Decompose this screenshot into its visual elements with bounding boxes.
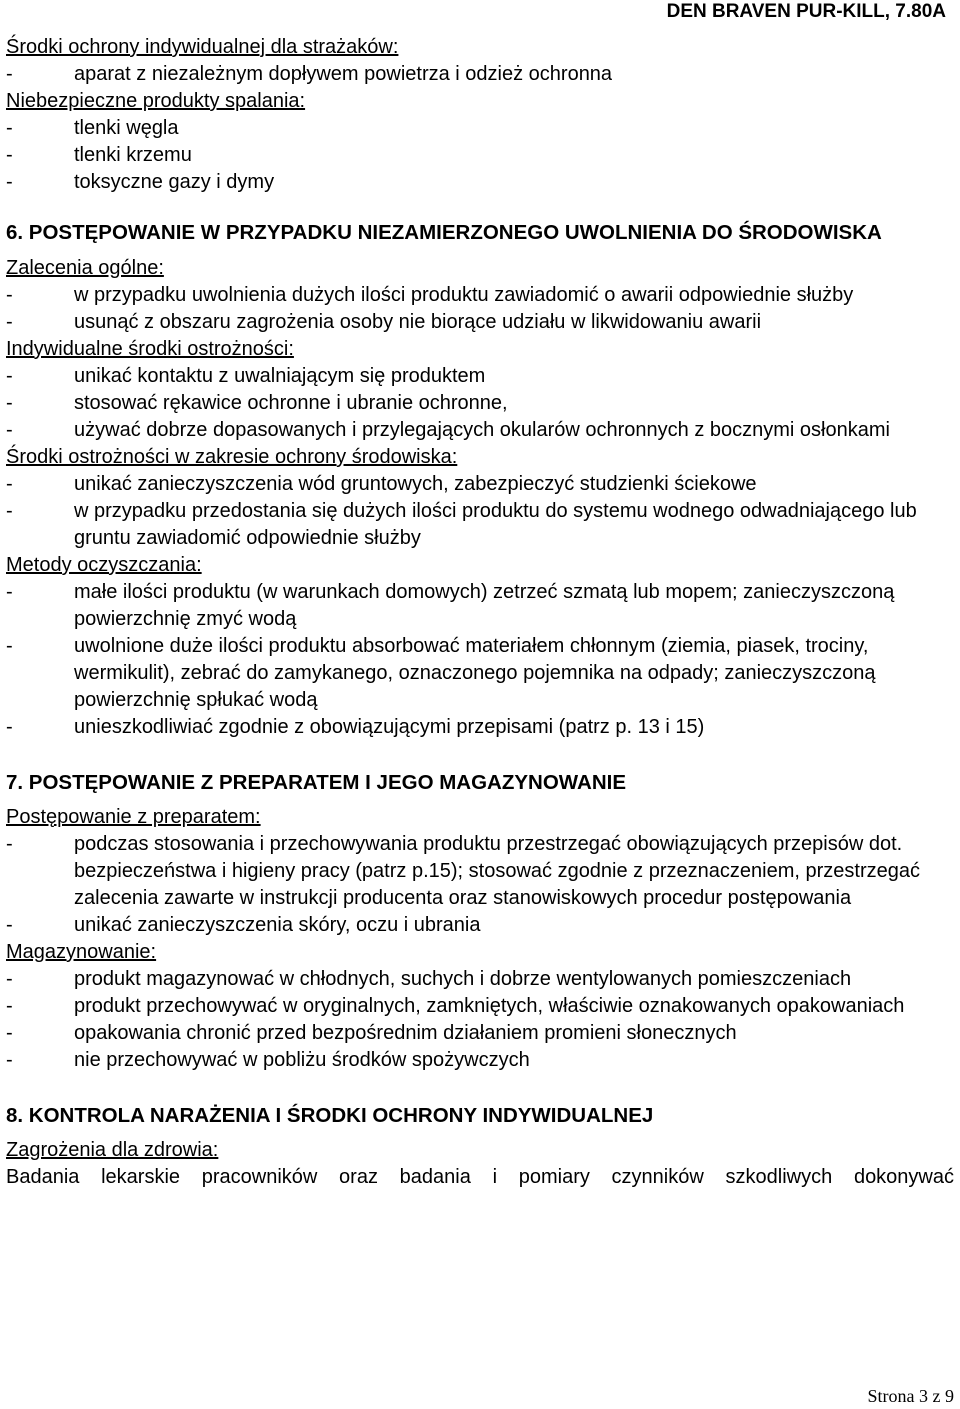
document-header-title: DEN BRAVEN PUR-KILL, 7.80A [666, 1, 946, 22]
environmental-precautions-list [6, 471, 954, 552]
list-item-text: unikać zanieczyszczenia skóry, oczu i ubrania [74, 914, 481, 936]
bullet-dash: - [6, 833, 13, 855]
section-7-heading: 7. POSTĘPOWANIE Z PREPARATEM I JEGO MAGAZYNOWANIE [6, 771, 626, 794]
bullet-dash: - [6, 284, 13, 306]
list-item [6, 993, 954, 1020]
list-item [6, 417, 954, 444]
bullet-dash: - [6, 473, 13, 495]
list-item [6, 579, 954, 633]
list-item [6, 831, 954, 912]
bullet-dash: - [6, 635, 13, 657]
list-item [6, 1047, 954, 1074]
list-item-text: unikać zanieczyszczenia wód gruntowych, zabezpieczyć studzienki ściekowe [74, 473, 757, 495]
bullet-dash: - [6, 581, 13, 603]
health-hazards-label: Zagrożenia dla zdrowia: [6, 1139, 219, 1161]
list-item-text: stosować rękawice ochronne i ubranie ochronne, [74, 392, 508, 414]
list-item-text: toksyczne gazy i dymy [74, 171, 275, 193]
combustion-products-list [6, 115, 954, 196]
list-item [6, 61, 954, 88]
bullet-dash: - [6, 392, 13, 414]
list-item-text: unieszkodliwiać zgodnie z obowiązującymi przepisami (patrz p. 13 i 15) [74, 716, 705, 738]
list-item-text: w przypadku przedostania się dużych ilości produktu do systemu wodnego odwadniającego lub gruntu zawiadomić odpowiednie służby [74, 500, 917, 549]
environmental-precautions-label: Środki ostrożności w zakresie ochrony środowiska: [6, 446, 458, 468]
list-item [6, 309, 954, 336]
bullet-dash: - [6, 171, 13, 193]
handling-list [6, 831, 954, 939]
cleanup-methods-list [6, 579, 954, 741]
storage-list [6, 966, 954, 1074]
bullet-dash: - [6, 500, 13, 522]
cleanup-methods-label: Metody oczyszczania: [6, 554, 202, 576]
list-item-text: usunąć z obszaru zagrożenia osoby nie biorące udziału w likwidowaniu awarii [74, 311, 762, 333]
document-body [6, 34, 954, 1191]
bullet-dash: - [6, 63, 13, 85]
list-item-text: nie przechowywać w pobliżu środków spożywczych [74, 1049, 530, 1071]
section-6-heading: 6. POSTĘPOWANIE W PRZYPADKU NIEZAMIERZONEGO UWOLNIENIA DO ŚRODOWISKA [6, 221, 882, 244]
list-item [6, 142, 954, 169]
general-recommendations-list [6, 282, 954, 336]
bullet-dash: - [6, 365, 13, 387]
section-8-heading: 8. KONTROLA NARAŻENIA I ŚRODKI OCHRONY INDYWIDUALNEJ [6, 1104, 654, 1127]
list-item [6, 966, 954, 993]
list-item-text: unikać kontaktu z uwalniającym się produktem [74, 365, 486, 387]
list-item-text: w przypadku uwolnienia dużych ilości produktu zawiadomić o awarii odpowiednie służby [74, 284, 854, 306]
list-item [6, 714, 954, 741]
firefighter-protection-label: Środki ochrony indywidualnej dla strażaków: [6, 36, 399, 58]
list-item [6, 169, 954, 196]
list-item-text: używać dobrze dopasowanych i przylegających okularów ochronnych z bocznymi osłonkami [74, 419, 890, 441]
bullet-dash: - [6, 716, 13, 738]
health-hazards-text: Badania lekarskie pracowników oraz badania i pomiary czynników szkodliwych dokonywać [6, 1166, 954, 1188]
list-item-text: tlenki krzemu [74, 144, 192, 166]
list-item-text: tlenki węgla [74, 117, 179, 139]
bullet-dash: - [6, 117, 13, 139]
personal-precautions-label: Indywidualne środki ostrożności: [6, 338, 294, 360]
list-item-text: małe ilości produktu (w warunkach domowych) zetrzeć szmatą lub mopem; zanieczyszczoną powierzchnię zmyć wodą [74, 581, 895, 630]
list-item [6, 912, 954, 939]
general-recommendations-label: Zalecenia ogólne: [6, 257, 164, 279]
bullet-dash: - [6, 914, 13, 936]
list-item [6, 498, 954, 552]
bullet-dash: - [6, 968, 13, 990]
bullet-dash: - [6, 1022, 13, 1044]
list-item-text: produkt magazynować w chłodnych, suchych i dobrze wentylowanych pomieszczeniach [74, 968, 852, 990]
list-item-text: opakowania chronić przed bezpośrednim działaniem promieni słonecznych [74, 1022, 737, 1044]
combustion-products-label: Niebezpieczne produkty spalania: [6, 90, 306, 112]
list-item-text: aparat z niezależnym dopływem powietrza i odzież ochronna [74, 63, 613, 85]
bullet-dash: - [6, 995, 13, 1017]
list-item-text: podczas stosowania i przechowywania produktu przestrzegać obowiązujących przepisów dot. bezpieczeństwa i higieny pracy (patrz p.15); stosować zgodnie z przeznaczeniem, przestrzegać zalecenia zawarte w instrukcji producenta oraz stanowiskowych procedur postępowania [74, 833, 920, 909]
list-item [6, 115, 954, 142]
list-item [6, 633, 954, 714]
list-item-text: produkt przechowywać w oryginalnych, zamkniętych, właściwie oznakowanych opakowaniach [74, 995, 905, 1017]
personal-precautions-list [6, 363, 954, 444]
page-number: Strona 3 z 9 [867, 1386, 954, 1406]
list-item [6, 471, 954, 498]
bullet-dash: - [6, 1049, 13, 1071]
list-item [6, 390, 954, 417]
handling-label: Postępowanie z preparatem: [6, 806, 261, 828]
list-item [6, 363, 954, 390]
bullet-dash: - [6, 311, 13, 333]
list-item-text: uwolnione duże ilości produktu absorbować materiałem chłonnym (ziemia, piasek, trociny, wermikulit), zebrać do zamykanego, oznaczonego pojemnika na odpady; zanieczyszczoną powierzchnię spłukać wodą [74, 635, 876, 711]
storage-label: Magazynowanie: [6, 941, 157, 963]
list-item [6, 282, 954, 309]
bullet-dash: - [6, 144, 13, 166]
list-item [6, 1020, 954, 1047]
bullet-dash: - [6, 419, 13, 441]
firefighter-protection-list [6, 61, 954, 88]
